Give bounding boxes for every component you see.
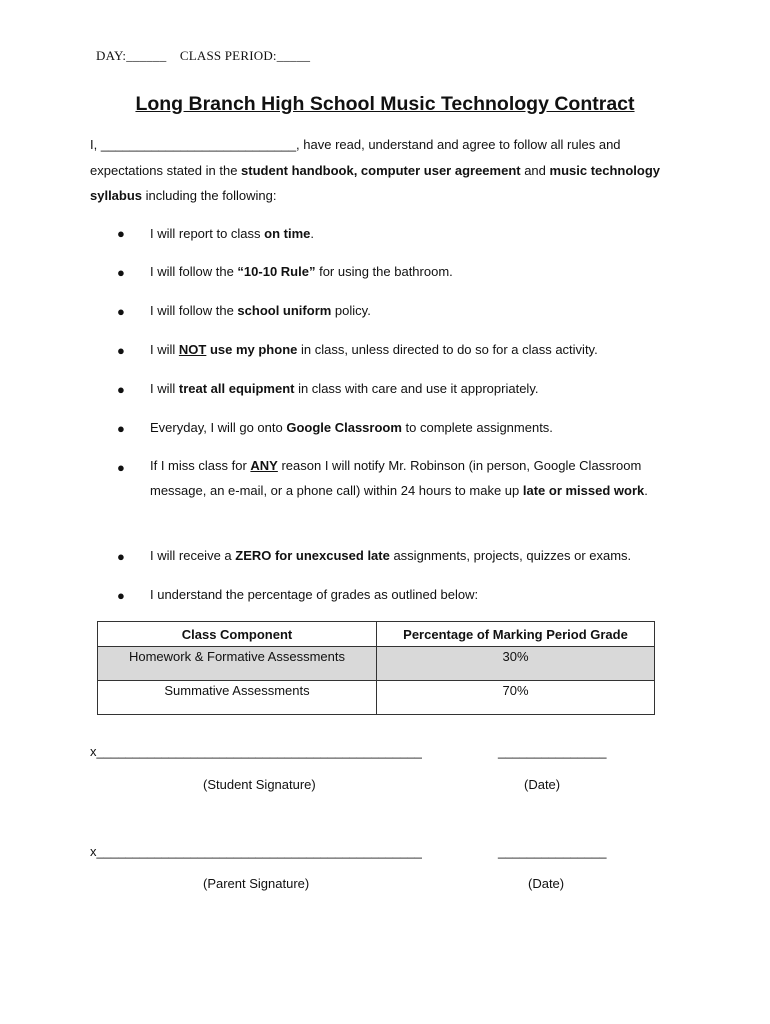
- parent-signature-line[interactable]: x_____________________________________________: [90, 844, 422, 859]
- list-item: Everyday, I will go onto Google Classroom to complete assignments.: [150, 420, 553, 435]
- table-row: [98, 681, 655, 715]
- list-item: I will report to class on time.: [150, 226, 315, 241]
- intro-text-3: including the following:: [142, 188, 277, 203]
- intro-paragraph: [90, 132, 690, 209]
- column-header: Percentage of Marking Period Grade: [377, 622, 655, 647]
- list-item: I will follow the school uniform policy.: [150, 303, 371, 318]
- intro-text-1: I, ___________________________, have read, understand and agree to follow all rules and expectations stated in the: [90, 137, 621, 178]
- list-item: I will treat all equipment in class with care and use it appropriately.: [150, 381, 539, 396]
- day-field: DAY:______: [96, 48, 167, 63]
- intro-text-2: and: [520, 162, 550, 178]
- bullet-icon: ●: [117, 226, 125, 241]
- bullet-icon: ●: [117, 343, 125, 358]
- intro-bold-1: student handbook, computer user agreement: [241, 162, 521, 178]
- list-item: I understand the percentage of grades as outlined below:: [150, 587, 479, 602]
- bullet-icon: ●: [117, 304, 125, 319]
- student-date-line[interactable]: _______________: [498, 744, 607, 759]
- intro-bold-2: music technology syllabus: [90, 162, 661, 203]
- student-date-label: (Date): [524, 777, 561, 792]
- bullet-icon: ●: [117, 265, 125, 280]
- parent-date-line[interactable]: _______________: [498, 844, 607, 859]
- table-cell: 30%: [377, 647, 655, 681]
- column-header: Class Component: [98, 622, 377, 647]
- bullet-icon: ●: [117, 588, 125, 603]
- table-cell: Homework & Formative Assessments: [98, 647, 377, 681]
- list-item: I will receive a ZERO for unexcused late assignments, projects, quizzes or exams.: [150, 548, 632, 563]
- student-signature-line[interactable]: x_____________________________________________: [90, 744, 422, 759]
- class-period-field: CLASS PERIOD:_____: [179, 48, 311, 63]
- bullet-icon: ●: [117, 421, 125, 436]
- list-item: I will follow the “10-10 Rule” for using the bathroom.: [150, 264, 453, 279]
- parent-date-label: (Date): [528, 876, 565, 891]
- table-cell: 70%: [377, 681, 655, 715]
- table-cell: Summative Assessments: [98, 681, 377, 715]
- student-signature-label: (Student Signature): [203, 777, 316, 792]
- bullet-icon: ●: [117, 382, 125, 397]
- list-item: I will NOT use my phone in class, unless directed to do so for a class activity.: [150, 342, 598, 357]
- bullet-icon: ●: [117, 549, 125, 564]
- table-header-row: [98, 622, 655, 647]
- parent-signature-label: (Parent Signature): [203, 876, 310, 891]
- list-item: If I miss class for ANY reason I will notify Mr. Robinson (in person, Google Classroom message, an e-mail, or a phone call) within 24 hours to make up late or missed work.: [150, 458, 648, 498]
- bullet-icon: ●: [117, 460, 125, 475]
- table-row: [98, 647, 655, 681]
- page-title: Long Branch High School Music Technology Contract: [135, 93, 635, 115]
- grade-table: [97, 621, 655, 715]
- header-fields: [96, 48, 310, 64]
